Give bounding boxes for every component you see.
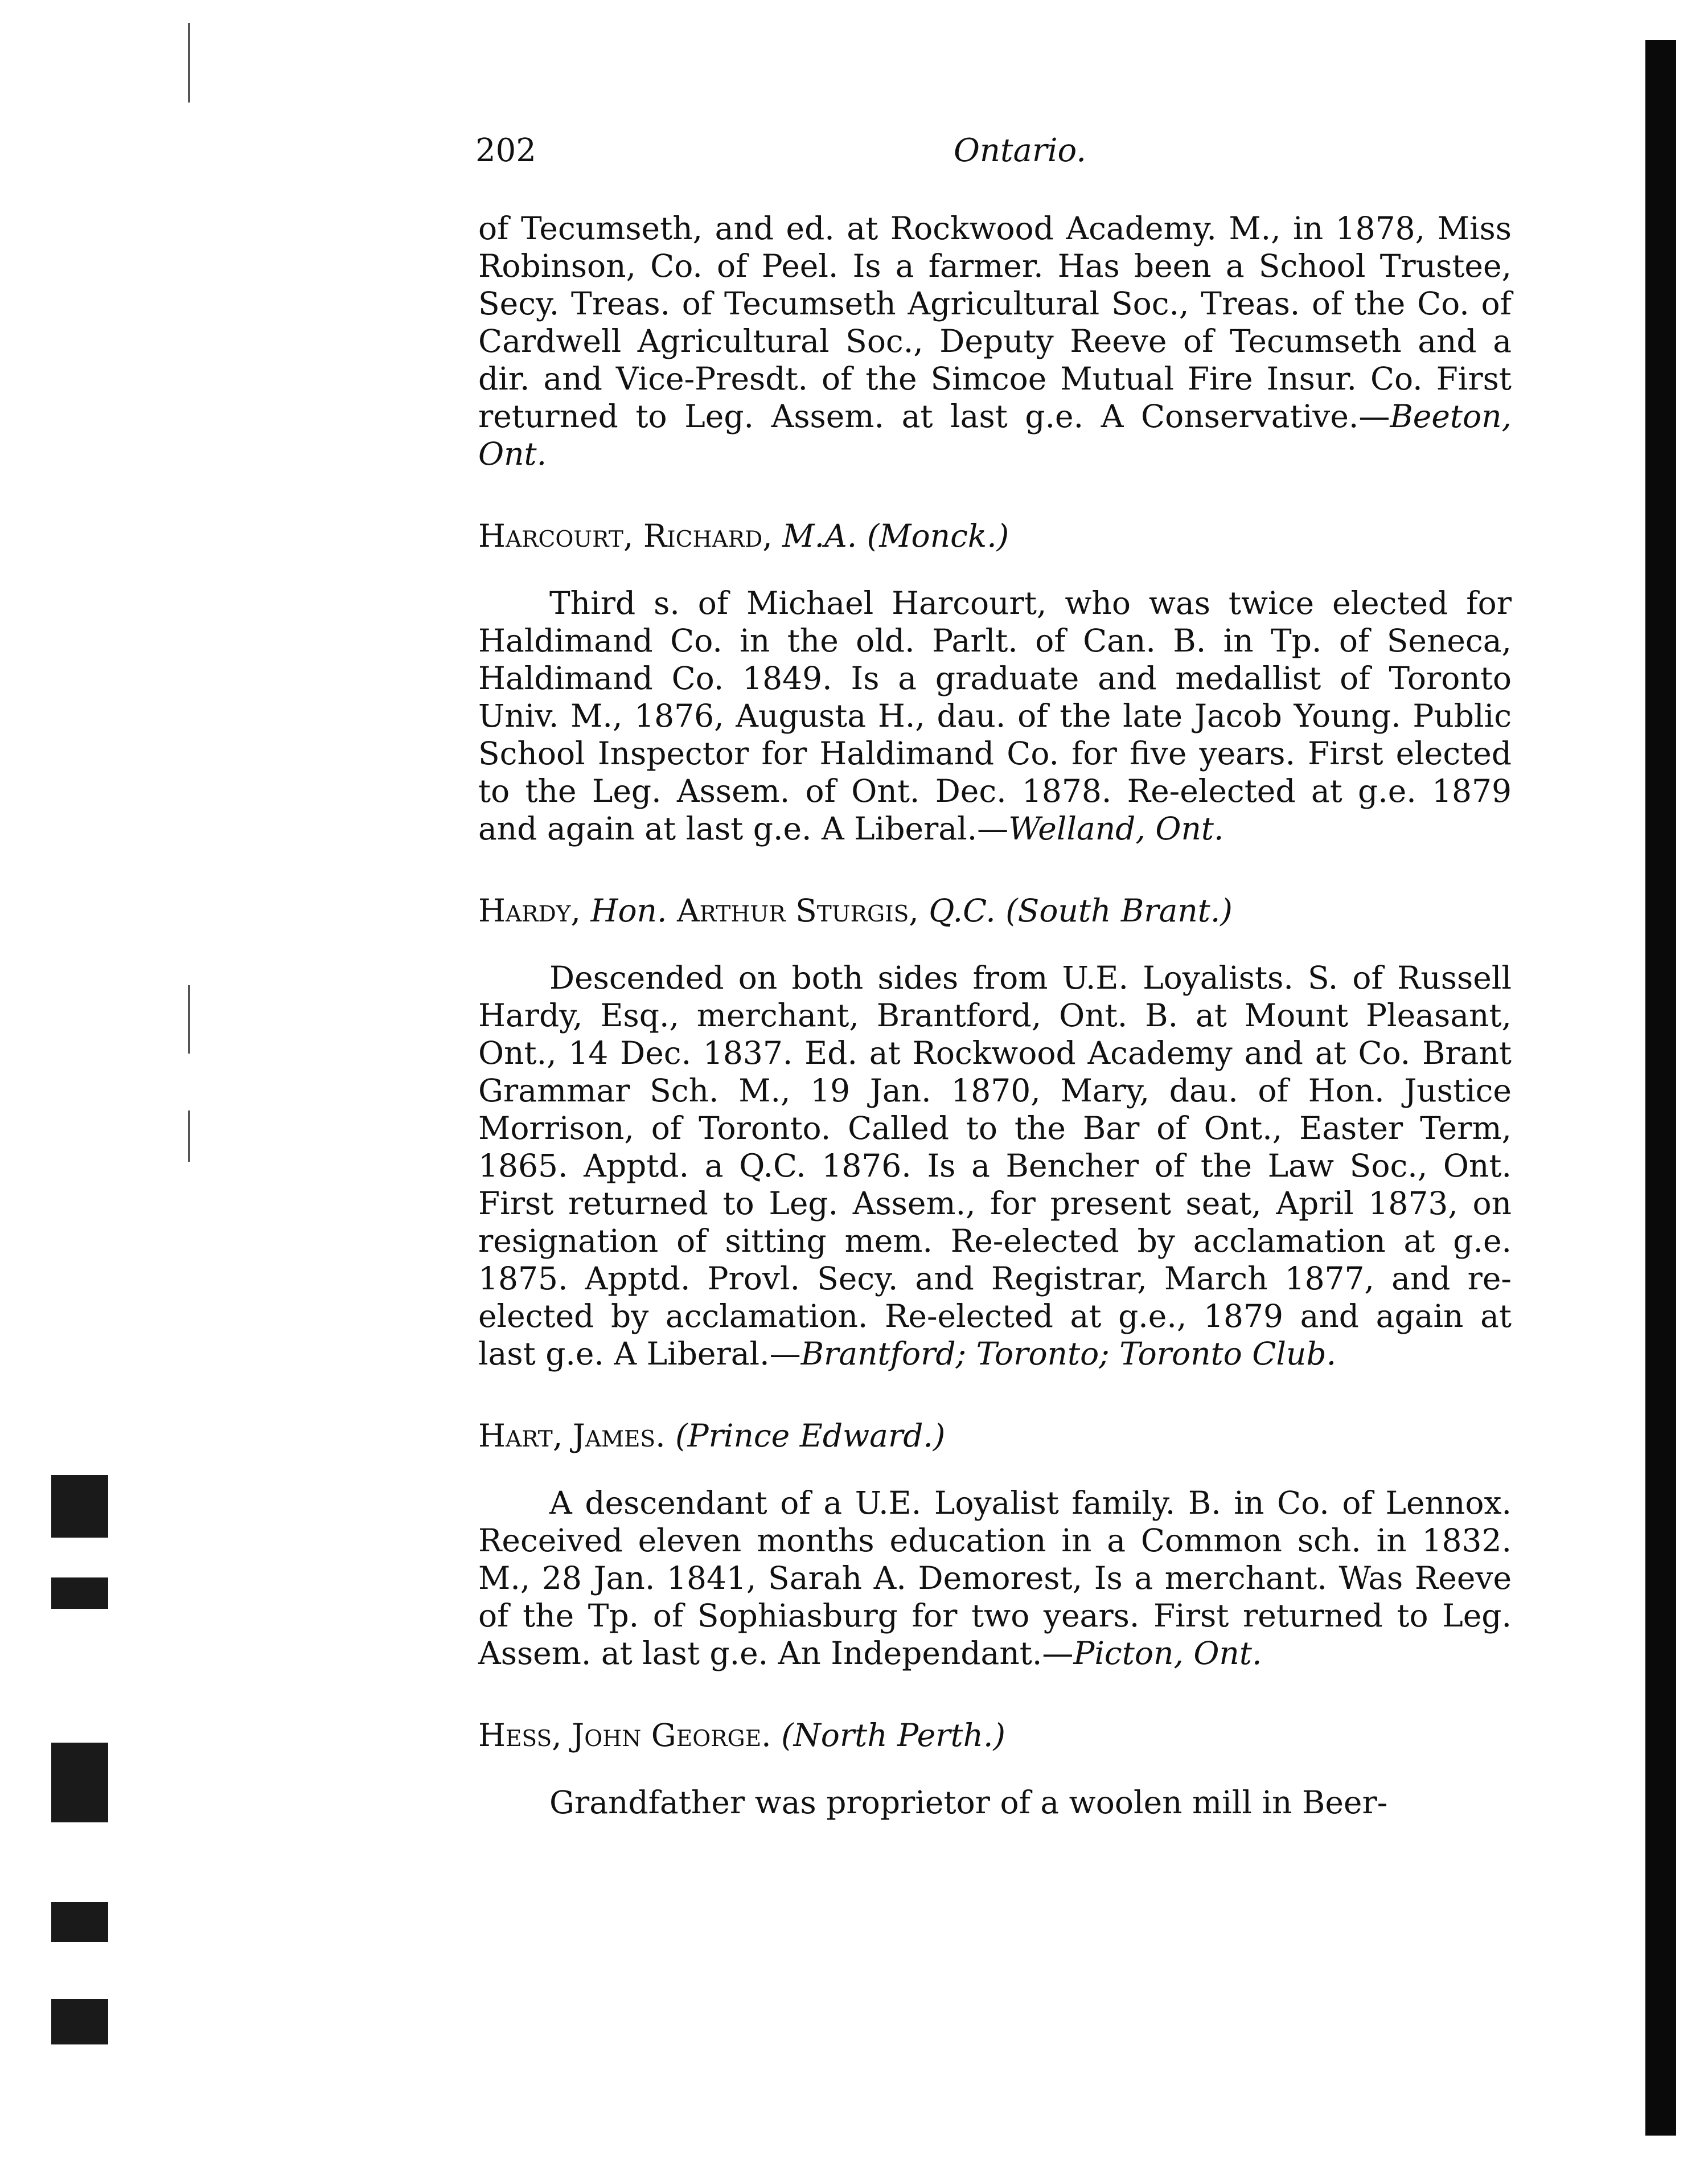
entry-heading xyxy=(478,517,1512,555)
bio-address: Welland, Ont. xyxy=(1008,810,1224,847)
entry-given-name: James. xyxy=(572,1417,666,1454)
entry-title: M.A. xyxy=(782,518,857,554)
entry-biography xyxy=(478,1784,1512,1821)
entry-constituency: (Prince Edward.) xyxy=(675,1417,946,1454)
entry-surname: Hess, xyxy=(478,1717,562,1753)
gutter-mark xyxy=(188,23,190,103)
entry-given-name: John George. xyxy=(572,1717,771,1753)
entry-honorific: Hon. xyxy=(590,892,667,929)
entry-biography xyxy=(478,584,1512,847)
continued-biography xyxy=(478,210,1512,473)
entry-biography xyxy=(478,1484,1512,1672)
page-number: 202 xyxy=(475,132,536,169)
text-column xyxy=(478,210,1512,1821)
entry-given-name: Richard, xyxy=(643,518,773,554)
gutter-mark xyxy=(188,1111,190,1162)
entry-heading xyxy=(478,1716,1512,1754)
bio-text: of Tecumseth, and ed. at Rockwood Academy. M., in 1878, Miss Robinson, Co. of Peel. Is a farmer. Has been a School Trustee, Secy. Treas. of Tecumseth Agricultural Soc., Treas. of the Co. of Cardwell Agricultural Soc., Deputy Reeve of Tecumseth and a dir. and Vice-Presdt. of the Simcoe Mutual Fire Insur. Co. First returned to Leg. Assem. at last g.e. A Conservative.— xyxy=(478,210,1512,435)
bio-text: Grandfather was proprietor of a woolen mill in Beer- xyxy=(549,1784,1388,1821)
page-edge-shadow xyxy=(1645,40,1676,2136)
bio-text: Descended on both sides from U.E. Loyalists. S. of Russell Hardy, Esq., merchant, Brantford, Ont. B. at Mount Pleasant, Ont., 14 Dec. 1837. Ed. at Rockwood Academy and at Co. Brant Grammar Sch. M., 19 Jan. 1870, Mary, dau. of Hon. Justice Morrison, of Toronto. Called to the Bar of Ont., Easter Term, 1865. Apptd. a Q.C. 1876. Is a Bencher of the Law Soc., Ont. First returned to Leg. Assem., for present seat, April 1873, on resignation of sitting mem. Re-elected by acclamation at g.e. 1875. Apptd. Provl. Secy. and Registrar, March 1877, and re-elected by acclamation. Re-elected at g.e., 1879 and again at last g.e. A Liberal.— xyxy=(478,960,1512,1372)
binding-scan-marks xyxy=(46,1469,125,2039)
entry-surname: Harcourt, xyxy=(478,518,634,554)
bio-address: Picton, Ont. xyxy=(1073,1635,1262,1671)
gutter-mark xyxy=(188,985,190,1054)
entry-constituency: (North Perth.) xyxy=(781,1717,1005,1753)
entry-title: Q.C. xyxy=(929,892,996,929)
entry-constituency: (Monck.) xyxy=(867,518,1009,554)
entry-biography xyxy=(478,959,1512,1372)
entry-constituency: (South Brant.) xyxy=(1005,892,1233,929)
entry-heading xyxy=(478,892,1512,929)
page-header xyxy=(475,132,1512,183)
bio-address: Beeton, Ont. xyxy=(478,398,1512,472)
bio-text: A descendant of a U.E. Loyalist family. B. in Co. of Lennox. Received eleven months education in a Common sch. in 1832. M., 28 Jan. 1841, Sarah A. Demorest, Is a merchant. Was Reeve of the Tp. of Sophiasburg for two years. First returned to Leg. Assem. at last g.e. An Independant.— xyxy=(478,1485,1512,1671)
entry-heading xyxy=(478,1417,1512,1454)
bio-text: Third s. of Michael Harcourt, who was twice elected for Haldimand Co. in the old. Parlt. of Can. B. in Tp. of Seneca, Haldimand Co. 1849. Is a graduate and medallist of Toronto Univ. M., 1876, Augusta H., dau. of the late Jacob Young. Public School Inspector for Haldimand Co. for five years. First elected to the Leg. Assem. of Ont. Dec. 1878. Re-elected at g.e. 1879 and again at last g.e. A Liberal.— xyxy=(478,585,1512,847)
entry-surname: Hardy, xyxy=(478,892,581,929)
running-head: Ontario. xyxy=(954,132,1087,169)
entry-surname: Hart, xyxy=(478,1417,563,1454)
bio-address: Brantford; Toronto; Toronto Club. xyxy=(800,1335,1337,1372)
entry-given-name: Arthur Sturgis, xyxy=(676,892,919,929)
